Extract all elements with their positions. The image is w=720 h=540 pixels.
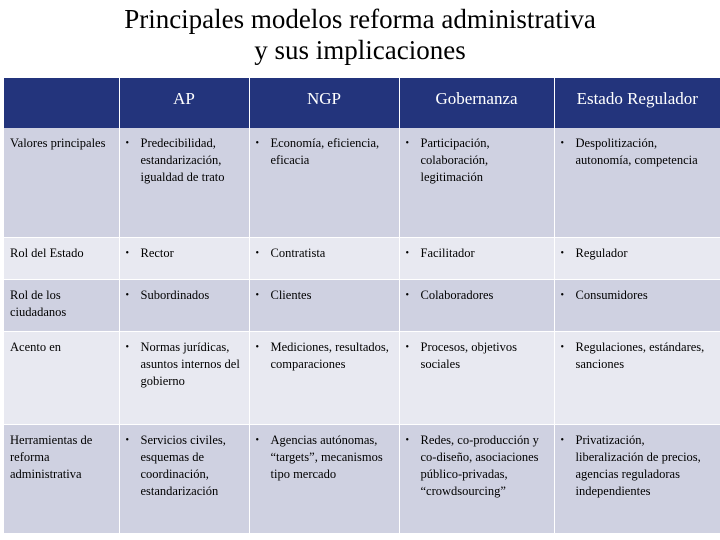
bullet-icon: • [560,138,565,149]
header-row [4,78,720,128]
bullet-icon: • [125,247,130,259]
header-gobernanza: Gobernanza [399,78,554,128]
bullet-icon: • [255,341,260,353]
bullet-icon: • [560,247,565,259]
cell-text: Contratista [270,245,326,260]
bullet-icon: • [255,290,260,302]
cell-text: Redes, co-producción y co-diseño, asociaciones público-privadas, “crowdsourcing” [420,432,539,498]
bullet-icon: • [560,341,565,353]
bullet-icon: • [405,247,410,259]
table-row [4,237,720,279]
bullet-icon: • [125,290,130,302]
bullet-icon: • [560,434,565,446]
row-label: Rol de los ciudadanos [4,280,119,332]
cell-text: Privatización, liberalización de precios, agencias reguladoras independientes [575,432,701,498]
cell-text: Subordinados [140,288,210,303]
cell-text: Agencias autónomas, “targets”, mecanismos tipo mercado [270,432,383,481]
cell-text: Participación, colaboración, legitimación [420,136,490,184]
header-ap: AP [119,78,249,128]
bullet-icon: • [255,434,260,446]
cell-text: Normas jurídicas, asuntos internos del gobierno [140,339,240,388]
cell-text: Colaboradores [420,288,494,303]
title-line-1: Principales modelos reforma administrativa [124,4,596,34]
row-label: Acento en [4,331,119,424]
bullet-icon: • [560,290,565,302]
bullet-icon: • [125,138,130,149]
table-row [4,128,720,237]
bullet-icon: • [405,341,410,353]
table-row [4,280,720,332]
bullet-icon: • [125,434,130,446]
cell-text: Rector [140,245,174,260]
cell-text: Despolitización, autonomía, competencia [575,136,698,167]
row-label: Valores principales [4,128,119,237]
bullet-icon: • [405,290,410,302]
header-estado-regulador: Estado Regulador [554,78,720,128]
cell-text: Clientes [270,288,312,303]
cell-text: Servicios civiles, esquemas de coordinación, estandarización [140,432,226,498]
bullet-icon: • [255,247,260,259]
bullet-icon: • [125,341,130,353]
title-line-2: y sus implicaciones [254,35,466,65]
cell-text: Regulaciones, estándares, sanciones [575,339,705,371]
cell-text: Predecibilidad, estandarización, igualdad de trato [140,136,225,184]
cell-text: Procesos, objetivos sociales [420,339,518,371]
table-row [4,424,720,533]
bullet-icon: • [255,138,260,149]
bullet-icon: • [405,434,410,446]
slide-title [0,4,720,66]
row-label: Rol del Estado [4,237,119,279]
cell-text: Consumidores [575,288,648,303]
header-ngp: NGP [249,78,399,128]
row-label: Herramientas de reforma administrativa [4,424,119,533]
cell-text: Facilitador [420,245,475,260]
comparison-table [4,78,720,534]
cell-text: Economía, eficiencia, eficacia [270,136,380,167]
header-corner [4,78,119,128]
bullet-icon: • [405,138,410,149]
cell-text: Regulador [575,245,628,260]
cell-text: Mediciones, resultados, comparaciones [270,339,389,371]
table-row [4,331,720,424]
